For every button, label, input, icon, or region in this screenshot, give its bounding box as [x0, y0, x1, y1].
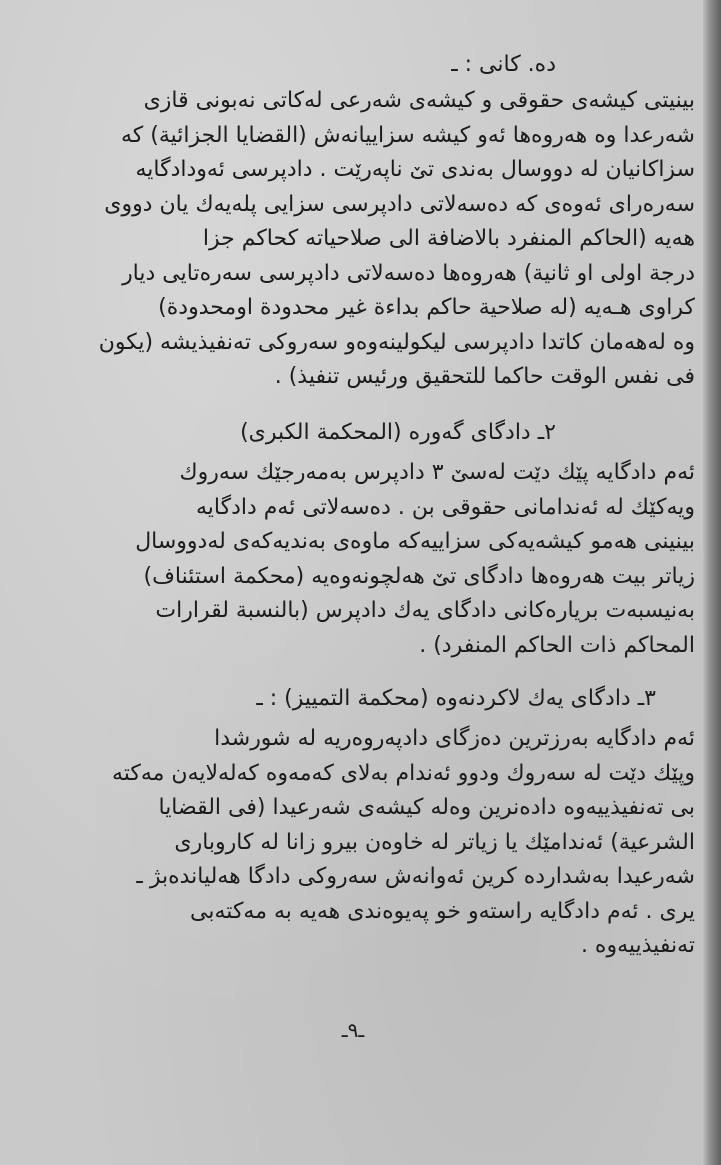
text-line: هەیە (الحاکم المنفرد بالاضافة الی صلاحیاته کحاکم جزا [202, 226, 695, 251]
section-2-body [95, 456, 695, 663]
text-line: ئەم دادگایە بەرزترین دەزگای دادپەروەریە لە شورشدا [214, 726, 695, 751]
section-intro-body [95, 84, 695, 395]
text-line: سزاکانیان لە دووسال بەندی تێ ناپەرێت . دادپرسی ئەودادگایە [135, 157, 695, 182]
text-line: فی نفس الوقت حاکما للتحقیق ورئیس تنفیذ) . [274, 364, 695, 389]
text-line: بەنیسبەت بریارەکانی دادگای یەك دادپرس (بالنسبة لقرارات [155, 598, 695, 623]
section-intro-heading: دە. کانی : ـ [451, 52, 556, 77]
text-line: المحاکم ذات الحاکم المنفرد) . [419, 632, 695, 658]
text-line: بی تەنفیذییەوە دادەنرین وەلە کیشەی شەرعیدا (فی القضایا [158, 795, 695, 820]
page-edge-shadow [703, 0, 721, 1165]
text-line: تەنفیذییەوە . [580, 933, 695, 958]
text-line: وپێك دێت لە سەروك ودوو ئەندام بەلای کەمەوە کەلەلایەن مەکتە [111, 760, 695, 786]
text-line: ویەکێك لە ئەندامانی حقوقی بن . دەسەلاتی ئەم دادگایە [196, 494, 695, 520]
text-line: شەرعیدا بەشداردە کرین ئەوانەش سەروکی دادگا هەلیاندەبژ ـ [136, 864, 695, 889]
text-line: بینیتی کیشەی حقوقی و کیشەی شەرعی لەکاتی نەبونی قازی [143, 88, 695, 113]
text-line: سەرەرای ئەوەی کە دەسەلاتی دادپرسی سزایی پلەیەك یان دووی [104, 191, 695, 217]
text-line: یری . ئەم دادگایە راستەو خو پەیوەندی هەیە بە مەکتەبی [190, 898, 695, 924]
page-number: ـ٩ـ [341, 1018, 365, 1042]
text-line: الشرعیة) ئەندامێك یا زیاتر لە خاوەن بیرو زانا لە کاروباری [174, 829, 695, 855]
section-3-heading: ٣ـ دادگای یەك لاکردنەوە (محکمة التمییز) : ـ [256, 686, 656, 711]
text-line: ئەم دادگایە پێك دێت لەسێ ٣ دادپرس بەمەرجێك سەروك [179, 460, 695, 485]
text-line: شەرعدا وە هەروەها ئەو کیشە سزاییانەش (القضایا الجزائیة) کە [120, 122, 695, 148]
text-line: بینینی هەمو کیشەیەکی سزاییەکە ماوەی بەندیەکەی لەدووسال [135, 529, 695, 554]
text-line: وە لەهەمان کاتدا دادپرسی لیکولینەوەو سەروکی تەنفیذیشە (یکون [98, 329, 695, 355]
section-2-heading: ٢ـ دادگای گەورە (المحکمة الکبری) [240, 420, 556, 445]
text-line: زیاتر بیت هەروەها دادگای تێ هەلچونەوەیە (محکمة استئناف) [143, 563, 695, 589]
text-line: کراوی هـەیە (لە صلاحیة حاکم بداءة غیر محدودة اومحدودة) [158, 295, 695, 320]
section-3-body [95, 722, 695, 964]
text-line: درجة اولی او ثانیة) هەروەها دەسەلاتی دادپرسی سەرەتایی دیار [122, 260, 695, 286]
